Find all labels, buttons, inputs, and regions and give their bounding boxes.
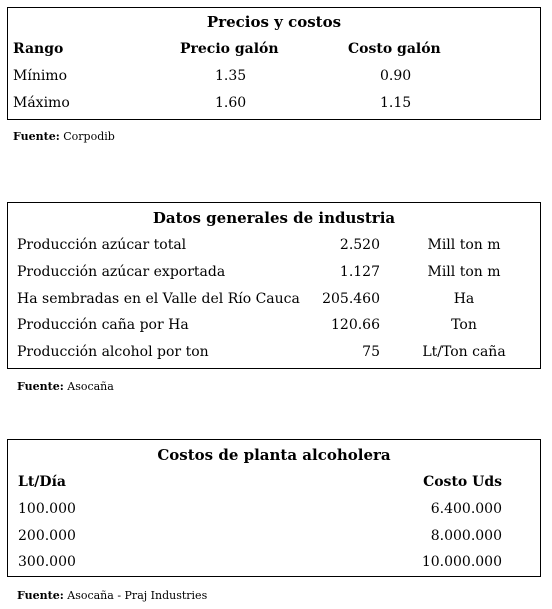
row-value: 205.460: [322, 291, 380, 307]
alcohol-plant-costs-table: [7, 439, 541, 577]
row-label: Mínimo: [13, 68, 68, 84]
row-unit: Mill ton m: [427, 237, 501, 253]
row-unit: Ton: [451, 317, 477, 333]
row-unit: Lt/Ton caña: [422, 344, 506, 360]
row-cost: 1.15: [380, 95, 412, 111]
source-label: Fuente:: [17, 589, 64, 602]
industry-data-table: [7, 202, 541, 369]
source-label: Fuente:: [13, 130, 60, 143]
row-cost: 0.90: [380, 68, 412, 84]
row-label: Máximo: [13, 95, 70, 111]
row-value: 1.127: [339, 264, 380, 280]
source-text: Asocaña - Praj Industries: [67, 589, 208, 602]
column-header-price: Precio galón: [180, 41, 279, 57]
row-cost: 10.000.000: [421, 554, 502, 570]
row-value: 120.66: [331, 317, 380, 333]
row-label: Producción azúcar exportada: [17, 264, 226, 280]
source-label: Fuente:: [17, 380, 64, 393]
row-label: Ha sembradas en el Valle del Río Cauca: [17, 291, 300, 307]
source-note: [17, 589, 207, 602]
column-header-cost: Costo Uds: [423, 474, 502, 490]
source-text: Asocaña: [67, 380, 114, 393]
table-title: Datos generales de industria: [152, 209, 396, 227]
table-title: Costos de planta alcoholera: [157, 446, 391, 464]
row-liters: 300.000: [18, 554, 76, 570]
source-note: [17, 380, 114, 393]
row-price: 1.60: [215, 95, 247, 111]
row-cost: 6.400.000: [430, 501, 502, 517]
source-note: [13, 130, 115, 143]
row-unit: Ha: [453, 291, 475, 307]
row-unit: Mill ton m: [427, 264, 501, 280]
row-label: Producción caña por Ha: [17, 317, 189, 333]
column-header-liters-per-day: Lt/Día: [18, 474, 66, 490]
row-value: 75: [362, 344, 380, 360]
row-label: Producción alcohol por ton: [17, 344, 209, 360]
source-text: Corpodib: [63, 130, 115, 143]
row-label: Producción azúcar total: [17, 237, 187, 253]
prices-costs-table: [7, 7, 541, 120]
table-title: Precios y costos: [206, 13, 342, 31]
row-value: 2.520: [339, 237, 380, 253]
row-cost: 8.000.000: [430, 528, 502, 544]
row-liters: 100.000: [18, 501, 76, 517]
column-header-cost: Costo galón: [348, 41, 441, 57]
column-header-range: Rango: [13, 41, 64, 57]
row-price: 1.35: [215, 68, 247, 84]
row-liters: 200.000: [18, 528, 76, 544]
